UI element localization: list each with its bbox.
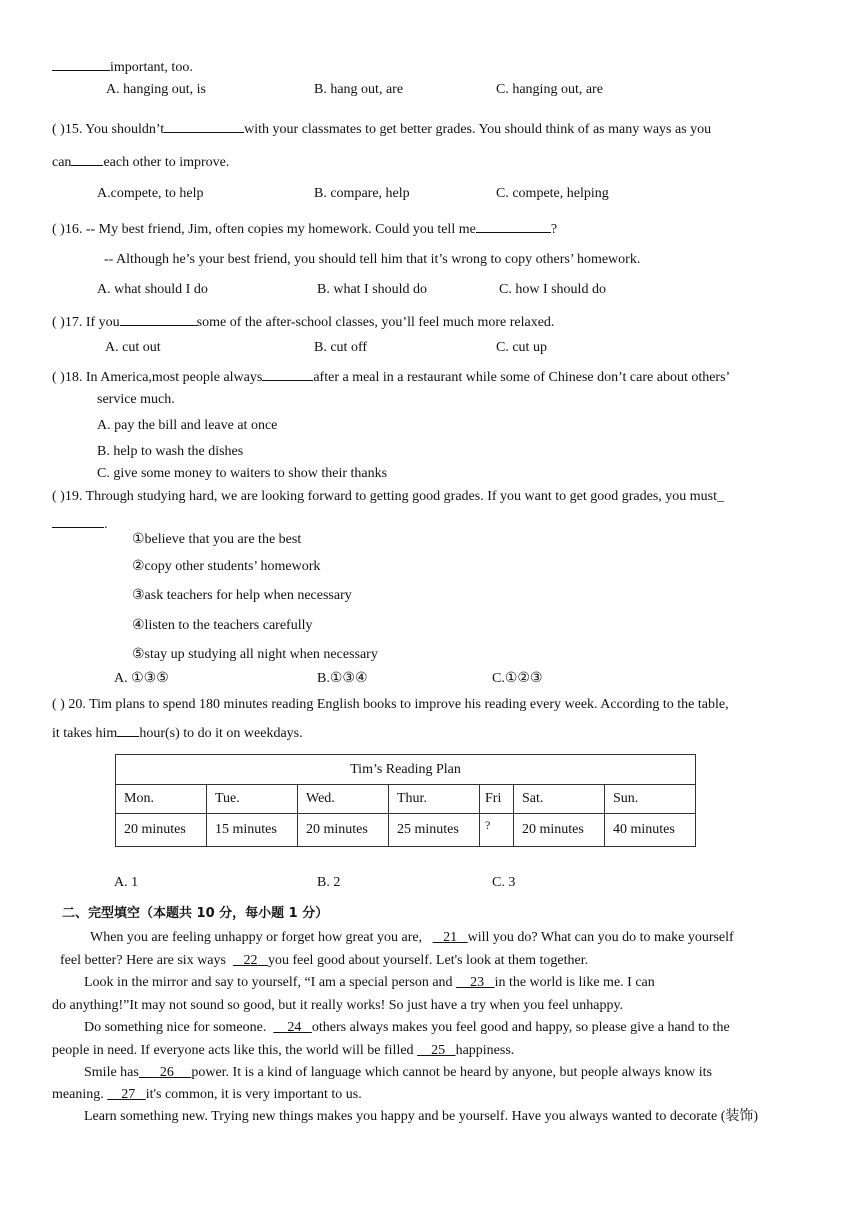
answer-blank[interactable] bbox=[262, 366, 313, 381]
q17-option-a: A. cut out bbox=[105, 340, 161, 355]
question-18: ( )18. In America,most people always after a meal in a restaurant while some of Chinese don’t care about others’ bbox=[52, 366, 730, 387]
question-20-line2: it takes him hour(s) to do it on weekdays. bbox=[52, 722, 303, 743]
reading-plan-table bbox=[115, 754, 696, 847]
q16-option-b: B. what I should do bbox=[317, 282, 428, 297]
table-row bbox=[116, 814, 696, 847]
blank-23[interactable]: 23 bbox=[470, 975, 485, 990]
question-19: ( )19. Through studying hard, we are looking forward to getting good grades. If you want to get good grades, you must_ bbox=[52, 489, 725, 504]
blank-27[interactable]: 27 bbox=[121, 1087, 136, 1102]
table-cell: 20 minutes bbox=[116, 814, 207, 847]
q19-item-2: ②copy other students’ homework bbox=[132, 559, 321, 574]
question-19-line2: . bbox=[52, 513, 108, 534]
paragraph-2-line2: do anything!”It may not sound so good, but it really works! So just have a try when you feel unhappy. bbox=[52, 998, 624, 1013]
blank-22[interactable]: 22 bbox=[243, 953, 258, 968]
q17-option-c: C. cut up bbox=[496, 340, 547, 355]
paragraph-4-line2: meaning. 27 it's common, it is very important to us. bbox=[52, 1087, 362, 1102]
answer-blank[interactable] bbox=[476, 218, 551, 233]
table-cell: Sat. bbox=[514, 785, 605, 814]
table-cell: Sun. bbox=[605, 785, 696, 814]
section-heading: 二、完型填空（本题共 10 分，每小题 1 分） bbox=[62, 906, 329, 921]
q20-option-c: C. 3 bbox=[492, 875, 516, 890]
table-cell: ? bbox=[480, 814, 514, 847]
answer-blank[interactable] bbox=[117, 722, 139, 737]
question-15: ( )15. You shouldn’t with your classmates to get better grades. You should think of as many ways as you bbox=[52, 118, 711, 139]
q19-item-4: ④listen to the teachers carefully bbox=[132, 618, 313, 633]
q16-option-c: C. how I should do bbox=[499, 282, 606, 297]
answer-blank[interactable] bbox=[52, 56, 110, 71]
q15-option-c: C. compete, helping bbox=[496, 186, 609, 201]
table-cell: 20 minutes bbox=[298, 814, 389, 847]
blank-26[interactable]: 26 bbox=[159, 1065, 174, 1080]
paragraph-4-line1: Smile has 26 power. It is a kind of language which cannot be heard by anyone, but people always know its bbox=[84, 1065, 712, 1080]
q18-option-a: A. pay the bill and leave at once bbox=[97, 418, 278, 433]
question-15-line2: can each other to improve. bbox=[52, 151, 229, 172]
q19-item-5: ⑤stay up studying all night when necessary bbox=[132, 647, 378, 662]
blank-24[interactable]: 24 bbox=[287, 1020, 302, 1035]
question-20: ( ) 20. Tim plans to spend 180 minutes reading English books to improve his reading every week. According to the table, bbox=[52, 697, 729, 712]
table-cell: 40 minutes bbox=[605, 814, 696, 847]
q15-option-b: B. compare, help bbox=[314, 186, 410, 201]
question-18-line2: service much. bbox=[97, 392, 175, 407]
q18-option-c: C. give some money to waiters to show their thanks bbox=[97, 466, 388, 481]
q14-option-b: B. hang out, are bbox=[314, 82, 404, 97]
paragraph-1-line2: feel better? Here are six ways 22 you feel good about yourself. Let's look at them together. bbox=[60, 953, 589, 968]
q14-option-c: C. hanging out, are bbox=[496, 82, 603, 97]
answer-blank[interactable] bbox=[164, 118, 244, 133]
table-row bbox=[116, 785, 696, 814]
question-16: ( )16. -- My best friend, Jim, often copies my homework. Could you tell me ? bbox=[52, 218, 557, 239]
answer-blank[interactable] bbox=[120, 311, 197, 326]
q16-option-a: A. what should I do bbox=[97, 282, 208, 297]
table-cell: Thur. bbox=[389, 785, 480, 814]
table-cell: 25 minutes bbox=[389, 814, 480, 847]
q17-option-b: B. cut off bbox=[314, 340, 368, 355]
paragraph-1-line1: When you are feeling unhappy or forget how great you are, 21 will you do? What can you do to make yourself bbox=[90, 930, 734, 945]
q15-option-a: A.compete, to help bbox=[97, 186, 204, 201]
q18-option-b: B. help to wash the dishes bbox=[97, 444, 244, 459]
blank-25[interactable]: 25 bbox=[431, 1043, 446, 1058]
table-cell: Mon. bbox=[116, 785, 207, 814]
q20-option-b: B. 2 bbox=[317, 875, 341, 890]
table-cell: Wed. bbox=[298, 785, 389, 814]
table-cell: Fri bbox=[480, 785, 514, 814]
q19-option-a: A. ①③⑤ bbox=[114, 671, 169, 686]
blank-21[interactable]: 21 bbox=[443, 930, 458, 945]
answer-blank[interactable] bbox=[52, 513, 104, 528]
table-cell: 15 minutes bbox=[207, 814, 298, 847]
paragraph-3-line1: Do something nice for someone. 24 others always makes you feel good and happy, so please give a hand to the bbox=[84, 1020, 730, 1035]
q19-option-c: C.①②③ bbox=[492, 671, 543, 686]
paragraph-3-line2: people in need. If everyone acts like this, the world will be filled 25 happiness. bbox=[52, 1043, 515, 1058]
q19-item-3: ③ask teachers for help when necessary bbox=[132, 588, 352, 603]
paragraph-5-line1: Learn something new. Trying new things makes you happy and be yourself. Have you always wanted to decorate (装饰) bbox=[84, 1109, 759, 1124]
table-title: Tim’s Reading Plan bbox=[116, 755, 696, 785]
table-cell: 20 minutes bbox=[514, 814, 605, 847]
q19-option-b: B.①③④ bbox=[317, 671, 368, 686]
question-17: ( )17. If you some of the after-school classes, you’ll feel much more relaxed. bbox=[52, 311, 554, 332]
q20-option-a: A. 1 bbox=[114, 875, 139, 890]
table-cell: Tue. bbox=[207, 785, 298, 814]
paragraph-2-line1: Look in the mirror and say to yourself, “I am a special person and 23 in the world is like me. I can bbox=[84, 975, 655, 990]
q19-item-1: ①believe that you are the best bbox=[132, 532, 302, 547]
q14-continuation: important, too. bbox=[52, 56, 193, 77]
q14-option-a: A. hanging out, is bbox=[106, 82, 206, 97]
answer-blank[interactable] bbox=[71, 151, 103, 166]
q16-reply: -- Although he’s your best friend, you should tell him that it’s wrong to copy others’ homework. bbox=[104, 252, 641, 267]
